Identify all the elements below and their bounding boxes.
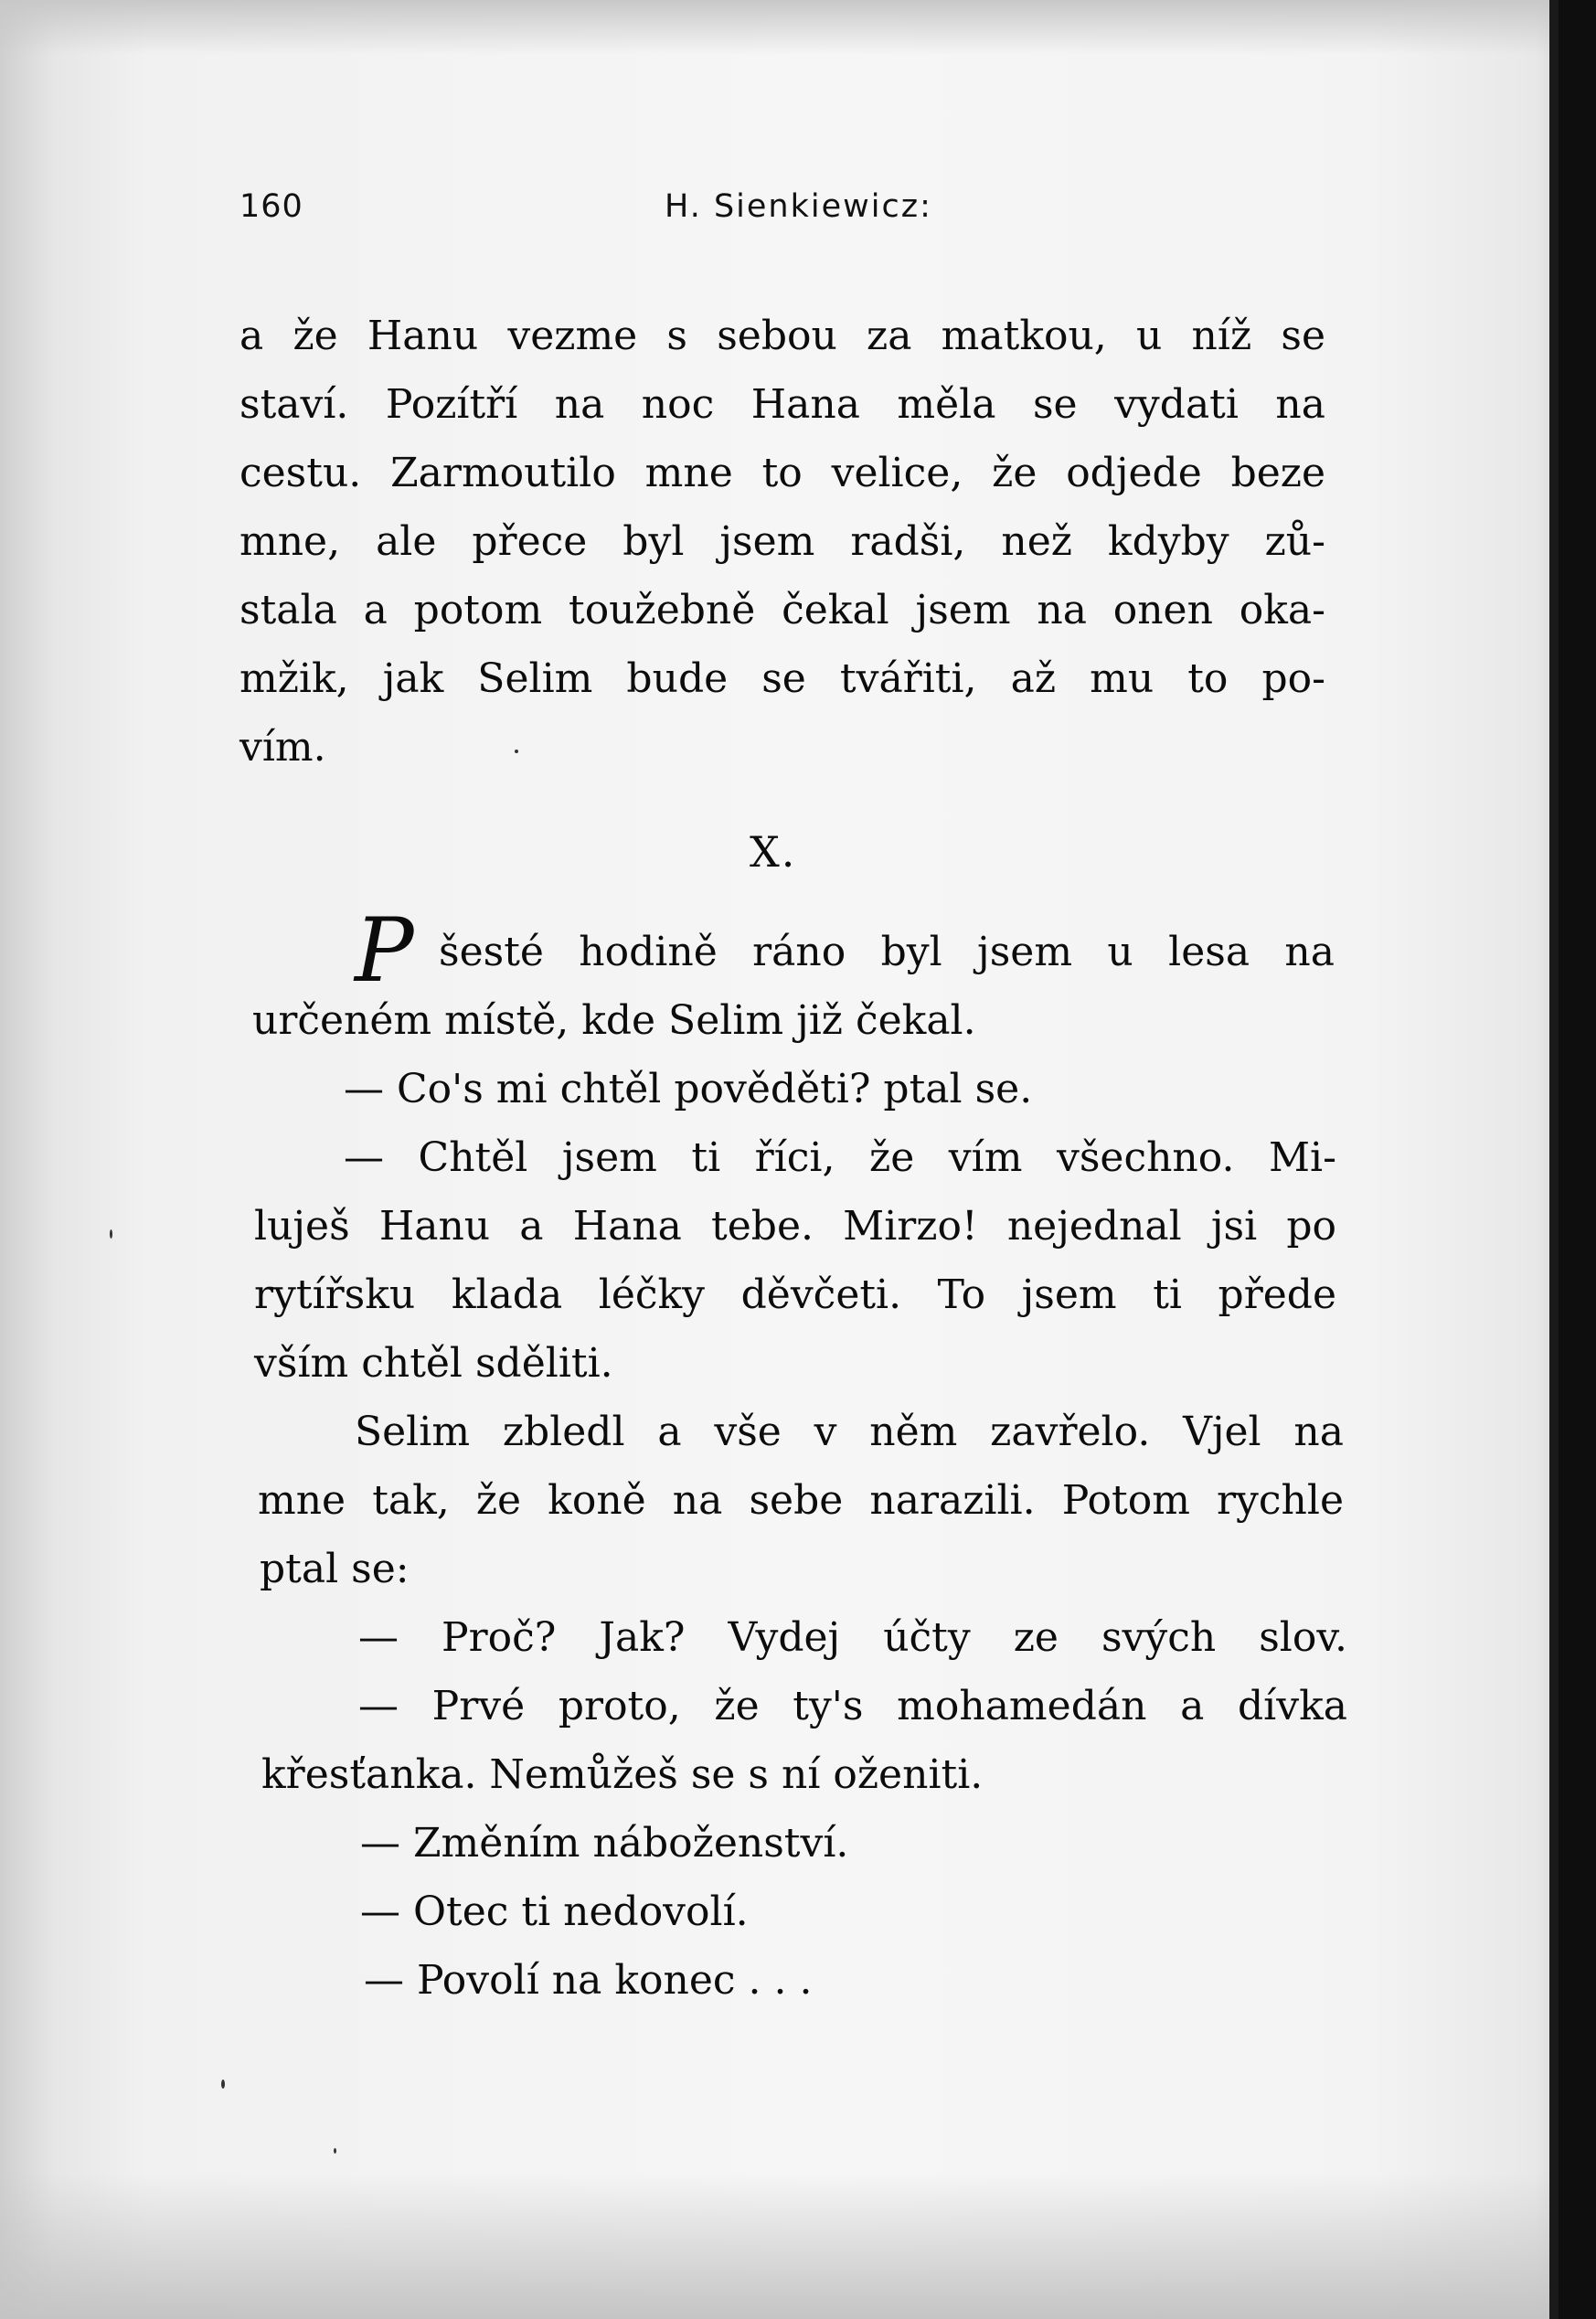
text-line: — Prvé proto, že ty's mohamedán a dívka (358, 1683, 1347, 1729)
page-number: 160 (239, 188, 303, 225)
text-line: staví. Pozítří na noc Hana měla se vydati na (239, 381, 1325, 428)
book-spine-edge (1549, 0, 1559, 2319)
scan-speck (110, 1229, 112, 1239)
text-line: ptal se: (260, 1546, 410, 1592)
text-line: určeném místě, kde Selim již čekal. (252, 997, 976, 1044)
text-line: a že Hanu vezme s sebou za matkou, u níž se (239, 313, 1325, 359)
text-line: vím. (239, 724, 326, 771)
text-line: šesté hodině ráno byl jsem u lesa na (439, 929, 1335, 975)
chapter-heading: X. (750, 827, 797, 877)
running-head: H. Sienkiewicz: (665, 188, 932, 225)
text-line: křesťanka. Nemůžeš se s ní oženiti. (261, 1751, 984, 1798)
text-line: Selim zbledl a vše v něm zavřelo. Vjel na (355, 1409, 1344, 1455)
scan-speck (515, 750, 518, 753)
text-line: cestu. Zarmoutilo mne to velice, že odjede beze (239, 450, 1325, 496)
page-header (239, 188, 952, 239)
text-line: stala a potom toužebně čekal jsem na onen oka- (239, 587, 1325, 633)
drop-cap: P (355, 899, 414, 1002)
text-line: — Změním náboženství. (360, 1820, 849, 1867)
text-line: mne tak, že koně na sebe narazili. Potom rychle (258, 1477, 1344, 1524)
text-line: rytířsku klada léčky děvčeti. To jsem ti přede (254, 1271, 1336, 1318)
page-edge-shadow-top (0, 0, 1559, 55)
text-line: — Povolí na konec . . . (364, 1957, 813, 2004)
scan-speck (221, 2080, 225, 2089)
text-line: — Otec ti nedovolí. (360, 1888, 749, 1935)
text-line: luješ Hanu a Hana tebe. Mirzo! nejednal jsi po (254, 1203, 1336, 1250)
text-line: — Chtěl jsem ti říci, že vím všechno. Mi- (344, 1134, 1336, 1181)
text-line: — Proč? Jak? Vydej účty ze svých slov. (358, 1614, 1347, 1661)
text-line: vším chtěl sděliti. (254, 1340, 613, 1387)
text-line: mžik, jak Selim bude se tvářiti, až mu to po- (239, 655, 1325, 702)
text-line: mne, ale přece byl jsem radši, než kdyby zů- (239, 518, 1325, 565)
page-edge-shadow-bottom (0, 2173, 1559, 2319)
scan-speck (334, 2148, 336, 2154)
text-line: — Co's mi chtěl pověděti? ptal se. (344, 1066, 1033, 1112)
